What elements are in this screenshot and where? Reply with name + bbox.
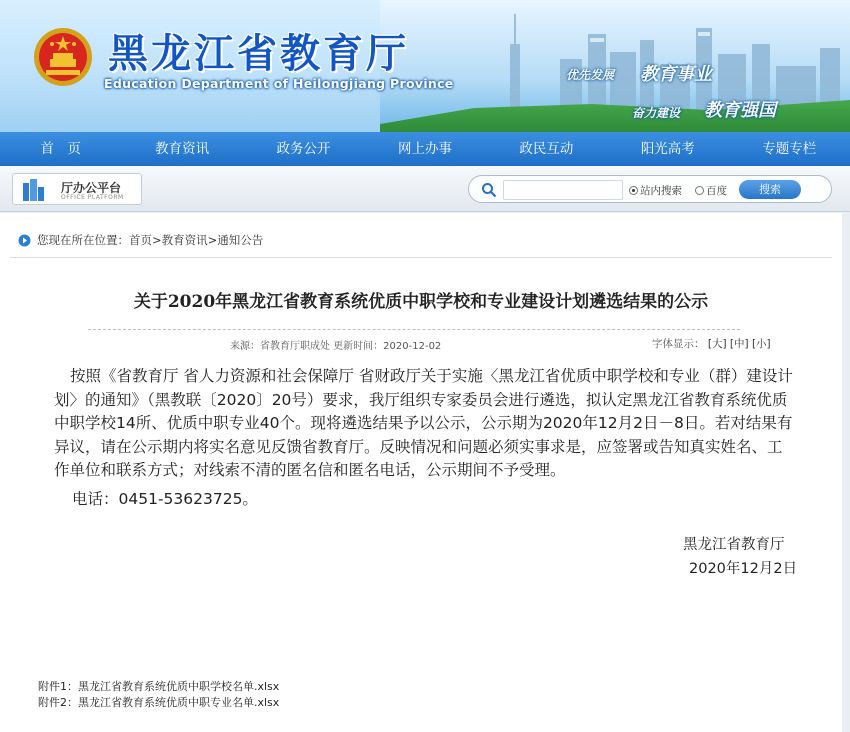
nav-home[interactable]: 首 页 [40,141,81,157]
contact-phone: 电话：0451-53623725。 [72,490,258,508]
article-paragraph: 按照《省教育厅 省人力资源和社会保障厅 省财政厅关于实施〈黑龙江省优质中职学校和专业（群）建设计划〉的通知》（黑教联〔2020〕20号）要求，我厅组织专家委员会进行遴选，拟认定黑龙江省教育系统优质中职学校14所、优质中职专业40个。现将遴选结果予以公示，公示期为2020年12月2日－8日。若对结果有异议，请在公示期内将实名意见反馈省教育厅。反映情况和问题必须实事求是，应签署或告知真实姓名、工作单位和联系方式；对线索不清的匿名信和匿名电话，公示期间不予受理。 [54,367,793,479]
breadcrumb-prefix: 您现在所在位置： [37,233,129,247]
attachment-2-link[interactable]: 黑龙江省教育系统优质中职专业名单.xlsx [78,696,280,709]
slogan-3: 奋力建设 [632,106,681,120]
city-skyline-image [470,4,850,114]
search-icon [481,182,497,198]
breadcrumb-separator: > [152,233,162,247]
breadcrumb-home-link[interactable]: 首页 [129,233,152,247]
font-size-label: 字体显示： [652,338,705,350]
title-divider [88,329,740,330]
article-body [54,365,794,483]
site-subtitle: Education Department of Heilongjiang Province [104,76,454,91]
radio-site-search-label: 站内搜索 [640,185,682,197]
breadcrumb-notices-link[interactable]: 通知公告 [217,233,264,247]
radio-site-search[interactable] [629,183,682,198]
signature-organization: 黑龙江省教育厅 [683,537,785,553]
radio-baidu-search[interactable] [695,183,727,198]
slogan-4: 教育强国 [704,100,776,121]
site-title: 黑龙江省教育厅 [108,30,409,77]
nav-special-topics[interactable]: 专题专栏 [762,141,817,157]
nav-online-services[interactable]: 网上办事 [397,141,452,157]
search-bar [468,175,832,203]
office-platform-sublabel: OFFICE PLATFORM [61,194,124,201]
font-large-button[interactable]: [大] [707,338,727,350]
nav-sunshine-gaokao[interactable]: 阳光高考 [640,141,695,157]
attachment-2-label: 附件2： [38,696,78,709]
font-size-control [652,336,771,351]
slogan-2: 教育事业 [640,64,712,85]
article-title: 关于2020年黑龙江省教育系统优质中职学校和专业建设计划遴选结果的公示 [133,292,709,312]
nav-public-interaction[interactable]: 政民互动 [519,141,574,157]
national-emblem-icon [32,26,94,88]
office-platform-button[interactable] [12,173,142,205]
nav-government-affairs[interactable]: 政务公开 [276,141,331,157]
header-banner [0,0,850,132]
location-icon [18,234,31,247]
main-nav [0,132,850,166]
slogan-1: 优先发展 [566,68,615,82]
search-button[interactable]: 搜索 [739,180,801,199]
signature-date: 2020年12月2日 [689,561,798,577]
radio-site-search-dot [629,186,638,195]
radio-baidu-search-label: 百度 [706,185,727,197]
office-platform-label: 厅办公平台 [61,181,122,195]
breadcrumb-separator: > [207,233,218,247]
toolbar [0,166,850,212]
content-panel [0,213,842,732]
nav-education-news[interactable]: 教育资讯 [155,141,210,157]
font-small-button[interactable]: [小] [751,338,771,350]
font-medium-button[interactable]: [中] [729,338,749,350]
search-input[interactable] [503,180,623,200]
divider [10,257,832,258]
attachment-1-label: 附件1： [38,680,78,693]
attachment-1-link[interactable]: 黑龙江省教育系统优质中职学校名单.xlsx [78,680,280,693]
attachment-2 [38,694,279,710]
article-meta: 来源：省教育厅职成处 更新时间：2020-12-02 [230,341,442,352]
office-building-icon [21,179,47,201]
attachment-1 [38,678,279,694]
breadcrumb-education-news-link[interactable]: 教育资讯 [161,233,208,247]
breadcrumb [18,232,263,248]
radio-baidu-search-dot [695,186,704,195]
